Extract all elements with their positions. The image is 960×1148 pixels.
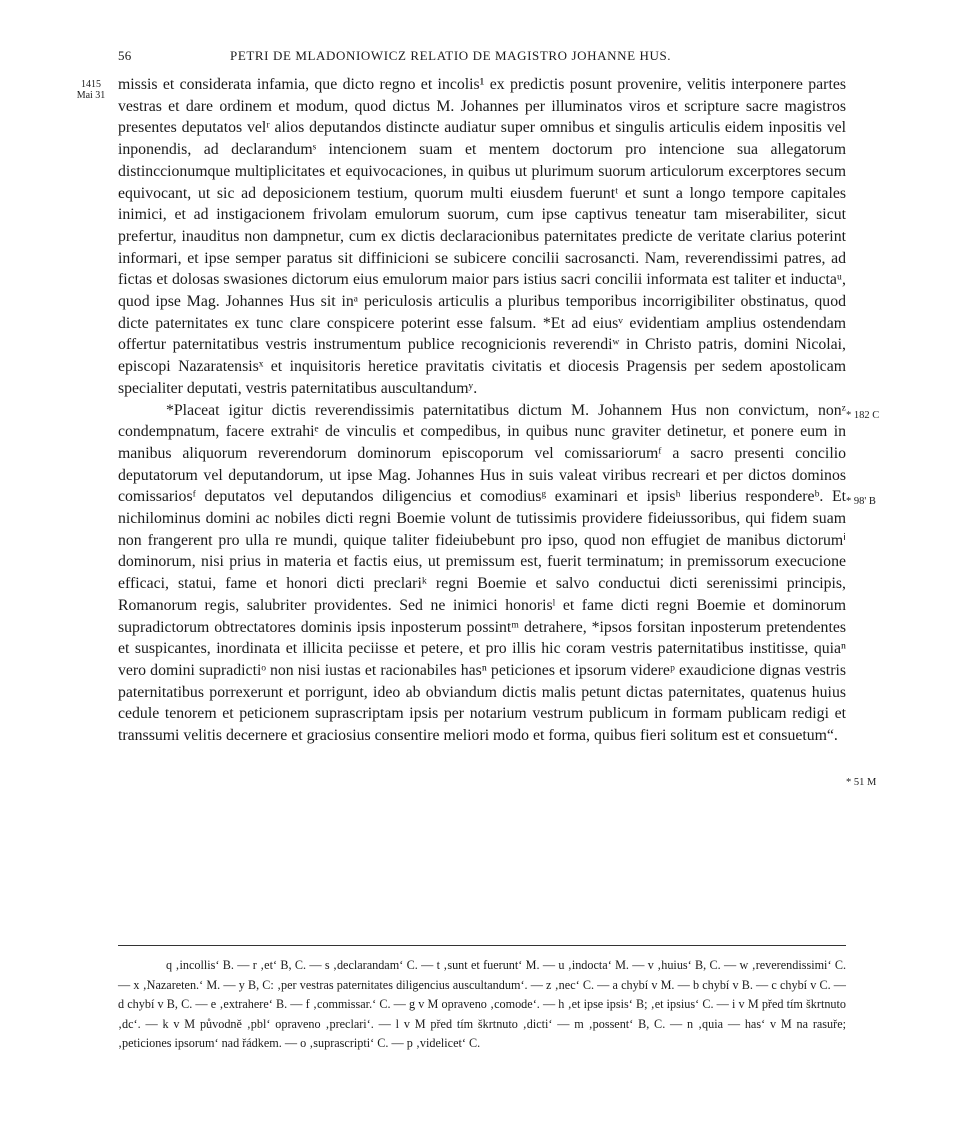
paragraph-2: *Placeat igitur dictis reverendissimis paternitatibus dictum M. Johannem Hus non convictum, nonᶻ condempnatum, facere extrahiᵉ de vinculis et compedibus, in quibus nunc graviter detinetur, et ponere eum in manibus aliquorum reverendorum dominorum episcoporum vel comissariorumᶠ a sacro presenti concilio deputatorum vel deputandorum, ut ipse Mag. Johannes Hus in suis valeat viribus recreari et per dictos dominos comissariosᶠ deputatos vel deputandos diligencius et comodiusᵍ examinari et ipsisʰ liberius respondereᵇ. Et nichilominus domini ac nobiles dicti regni Boemie volunt de tutissimis providere fideiussoribus, qui fidem suam non frangerent pro ulla re mundi, quique taliter fideiubebunt pro ipso, quod non effugiet de manibus dictorumⁱ dominorum, nisi prius in materia et factis eius, ut premissum est, fuerit terminatum; in premissorum execucione efficaci, statui, fame et honori dicti preclariᵏ regni Boemie et salvo conductui dicti serenissimi principis, Romanorum regis, salubriter providentes. Sed ne inimici honorisˡ et fame dicti regni Boemie et dominorum supradictorum obtrectatores dominis ipsis inposterum possintᵐ detrahere, *ipsos forsitan inposterum pretendentes et suspicantes, inordinata et illicita peciisse et petere, et pro illis hic coram vestris paternitatibus institisse, quiaⁿ vero domini supradictiᵒ non nisi iustas et racionabiles hasⁿ peticiones et ipsorum videreᵖ exaudicione dignas vestris paternitatibus porrexerunt et porrigunt, ideo ab obviandum dictis malis petunt dictas paternitates, quatenus huius cedule tenorem et peticionem suprascriptam ipsis per notarium vestrum publicum in formam publicam redigi et transsumi velitis decernere et graciosius consentire meliori modo et forma, quibus fieri solitum est et consuetum“.	[118, 401, 846, 745]
main-text	[118, 74, 846, 747]
footnotes	[118, 956, 846, 1054]
footnote-apparatus: q ‚incollis‘ B. — r ‚et‘ B, C. — s ‚declarandam‘ C. — t ‚sunt et fuerunt‘ M. — u ‚indocta‘ M. — v ‚huius‘ B, C. — w ‚reverendissimi‘ C. — x ‚Nazareten.‘ M. — y B, C: ‚per vestras paternitates diligencius auscultandum‘. — z ‚nec‘ C. — a chybí v M. — b chybí v B. — c chybí v C. — d chybí v B, C. — e ‚extrahere‘ B. — f ‚commissar.‘ C. — g v M opraveno ‚comode‘. — h ‚et ipse ipsis‘ B; ‚et ipsius‘ C. — i v M před tím škrtnuto ‚dc‘. — k v M původně ‚pbl‘ opraveno ‚preclari‘. — l v M před tím škrtnuto ‚dicti‘ — m ‚possent‘ B, C. — n ‚quia — has‘ v M na rasuře; ‚peticiones ipsorum‘ nad řádkem. — o ‚suprascripti‘ C. — p ‚videlicet‘ C.	[118, 958, 846, 1051]
margin-note-51m: * 51 M	[846, 777, 877, 788]
page-number: 56	[118, 48, 132, 63]
date-marginal	[74, 79, 108, 101]
footnote-divider	[118, 945, 846, 946]
margin-note-98b: * 98' B	[846, 496, 876, 507]
margin-note-182c: * 182 C	[846, 410, 880, 421]
paragraph-1: missis et considerata infamia, que dicto regno et incolis¹ ex predictis posunt provenire, velitis interponere partes vestras et dare ordinem et modum, quod dictus M. Johannes per illuminatos viros et scripture sacre magistros presentes deputatos velʳ alios deputandos distincte audiatur super omnibus et singulis articulis eidem inpositis vel inponendis, ad declarandumˢ intencionem suam et mentem doctorum pro intencione sua allegatorum distinccionumque multiplicitates et equivocaciones, in quibus ut plurimum suorum articulorum excerptores secum equivocant, ut sic ad deposicionem testium, quorum multi eiusdem fueruntᵗ et sunt a longo tempore capitales inimici, et ad instigacionem frivolam emulorum suorum, cum ipse captivus teneatur tam miserabiliter, sicut prefertur, inauditus non dampnetur, cum ex dictis declaracionibus paternitates predicte de veritate clarius poterint informari, et ipse semper paratus sit diffinicioni se subicere concilii sacrosancti. Nam, reverendissimi patres, ad fictas et dolosas swasiones dictorum eius emulorum maior pars istius sacri concilii informata est taliter et inductaᵘ, quod ipse Mag. Johannes Hus sit inᵃ periculosis articulis a pluribus temporibus incorrigibiliter obstinatus, quod dicte paternitates ex tunc clare conspicere poterint esse falsum. *Et ad eiusᵛ evidentiam amplius ostendendam offertur paternitatibus vestris instrumentum publice recognicionis reverendiʷ in Christo patris, domini Nicolai, episcopi Nazaratensisˣ et inquisitoris heretice pravitatis civitatis et diocesis Pragensis per sedem apostolicam specialiter deputati, vestris paternitatibus auscultandumʸ.	[118, 76, 846, 397]
running-title: PETRI DE MLADONIOWICZ RELATIO DE MAGISTRO JOHANNE HUS.	[230, 48, 672, 63]
date-year: 1415	[81, 79, 101, 90]
date-day: Mai 31	[76, 90, 106, 101]
